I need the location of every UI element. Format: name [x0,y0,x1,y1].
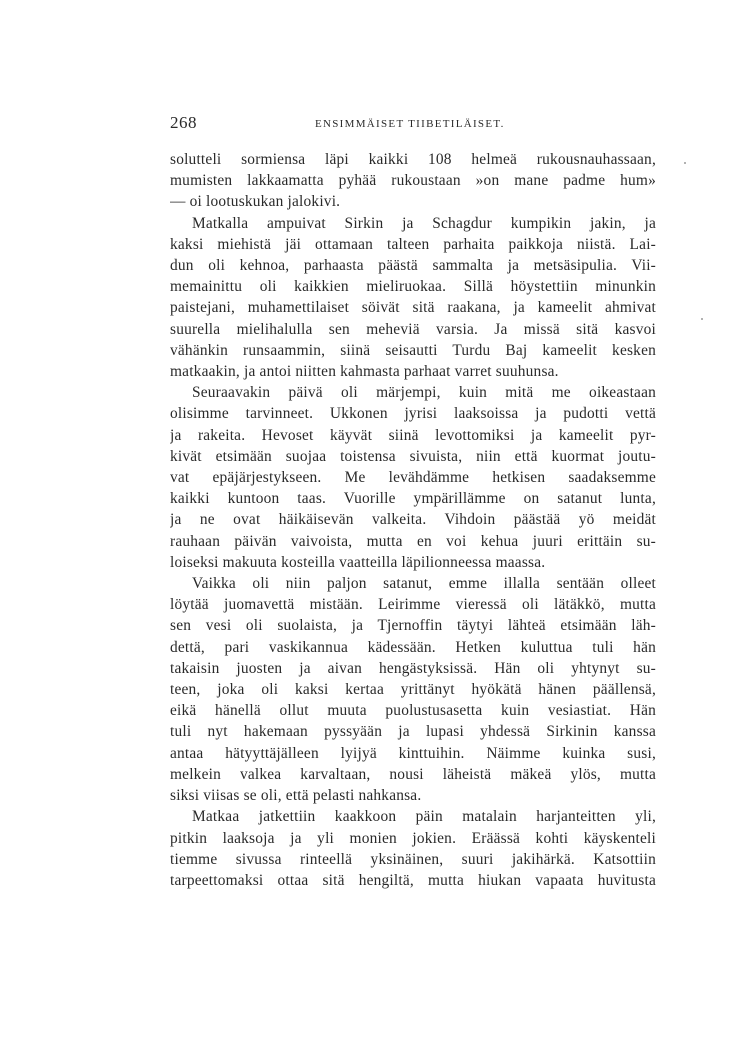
paragraph-4 [170,573,656,806]
running-title: ENSIMMÄISET TIIBETILÄISET. [315,118,505,130]
text-line: teen, joka oli kaksi kertaa yrittänyt hyökätä hänen päällensä, [170,681,656,699]
text-line: Seuraavakin päivä oli märjempi, kuin mitä me oikeastaan [192,384,656,402]
text-line: ja rakeita. Hevoset käyvät siinä levottomiksi ja kameelit pyr- [170,426,656,444]
text-line: kaksi miehistä jäi ottamaan talteen parhaita paikkoja niistä. Lai- [170,235,656,253]
text-line: Vaikka oli niin paljon satanut, emme illalla sentään olleet [192,575,656,593]
text-line: loiseksi makuuta kosteilla vaatteilla läpilionneessa maassa. [170,553,546,571]
text-line: tarpeettomaksi ottaa sitä hengiltä, mutta hiukan vapaata huvitusta [170,871,656,889]
text-line: rauhaan päivän vaivoista, mutta en voi kehua juuri erittäin su- [170,532,656,550]
text-line: matkaakin, ja antoi niitten kahmasta parhaat varret suuhunsa. [170,363,559,381]
text-line: ja ne ovat häikäisevän valkeita. Vihdoin päästää yö meidät [170,511,656,529]
text-line: memainittu oli kaikkien mieliruokaa. Sillä höystettiin minunkin [170,278,656,296]
paragraph-2 [170,213,656,383]
text-line: — oi lootuskukan jalokivi. [170,193,341,211]
page-header [170,113,656,135]
text-line: tiemme sivussa rinteellä yksinäinen, suuri jakihärkä. Katsottiin [170,850,656,868]
text-line: pitkin laaksoja ja yli monien jokien. Eräässä kohti käyskenteli [170,829,656,847]
text-line: tuli nyt hakemaan pyssyään ja lupasi yhdessä Sirkinin kanssa [170,723,656,741]
paragraph-3 [170,382,656,573]
text-line: antaa hätyyttäjälleen lyijyä kinttuihin. Näimme kuinka susi, [170,744,656,762]
text-line: paistejani, muhamettilaiset söivät sitä raakana, ja kameelit ahmivat [170,299,656,317]
text-line: kaikki kuntoon taas. Vuorille ympärillämme on satanut lunta, [170,490,656,508]
text-line: suurella mielihalulla sen meheviä varsia. Ja missä sitä kasvoi [170,320,656,338]
text-line: vat epäjärjestykseen. Me levähdämme hetkisen saadaksemme [170,469,656,487]
body-text [170,149,656,891]
scan-speck [701,318,703,320]
paragraph-1 [170,149,656,213]
text-line: eikä hänellä ollut muuta puolustusasetta kuin vesiastiat. Hän [170,702,656,720]
text-line: Matkalla ampuivat Sirkin ja Schagdur kumpikin jakin, ja [192,214,656,232]
text-line: löytää juomavettä mistään. Leirimme vieressä oli lätäkkö, mutta [170,596,656,614]
text-line: melkein valkea karvaltaan, nousi läheistä mäkeä ylös, mutta [170,765,656,783]
text-line: siksi viisas se oli, että pelasti nahkansa. [170,787,422,805]
page-number: 268 [170,113,197,132]
text-line: vähänkin runsaammin, siinä seisautti Turdu Baj kameelit kesken [170,341,656,359]
text-line: mumisten lakkaamatta pyhää rukoustaan »on mane padme hum» [170,172,656,190]
text-line: dettä, pari vaskikannua kädessään. Hetken kuluttua tuli hän [170,638,656,656]
text-line: solutteli sormiensa läpi kaikki 108 helmeä rukousnauhassaan, [170,151,656,168]
text-line: sen vesi oli suolaista, ja Tjernoffin täytyi lähteä etsimään läh- [170,617,656,635]
text-line: dun oli kehnoa, parhaasta päästä sammalta ja metsäsipulia. Vii- [170,257,656,275]
text-line: kivät etsimään suojaa toistensa sivuista, niin että kuormat joutu- [170,447,656,465]
paragraph-5 [170,806,656,891]
scan-speck [684,162,686,164]
text-line: Matkaa jatkettiin kaakkoon päin matalain harjanteitten yli, [192,808,656,826]
text-line: olisimme tarvinneet. Ukkonen jyrisi laaksoissa ja pudotti vettä [170,405,656,423]
text-line: takaisin juosten ja aivan hengästyksissä. Hän oli yhtynyt su- [170,659,656,677]
